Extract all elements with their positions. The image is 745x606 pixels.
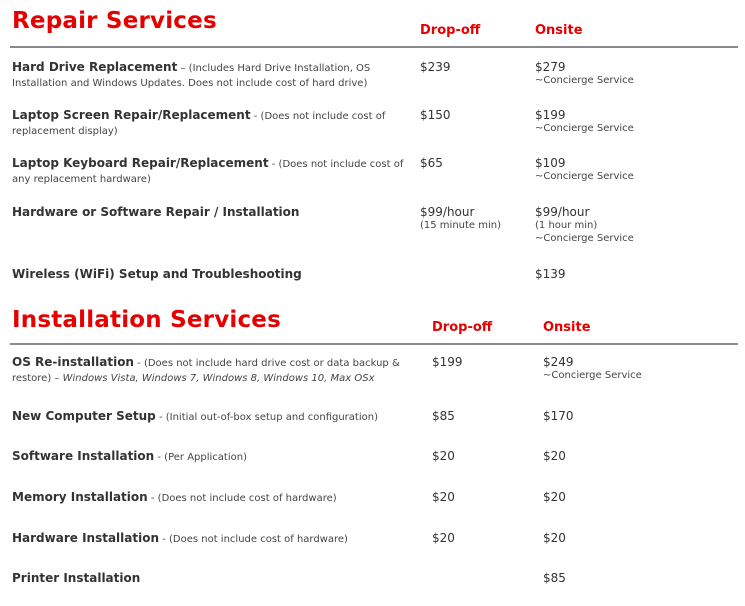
service-note: - (Does not include cost of replacement display) xyxy=(12,111,386,137)
onsite-price xyxy=(535,156,634,183)
dropoff-price: $20 xyxy=(432,490,455,504)
service-name: New Computer Setup xyxy=(12,409,156,423)
service-description xyxy=(12,267,412,282)
onsite-price-note: ~Concierge Service xyxy=(535,233,634,244)
dropoff-price: $20 xyxy=(432,449,455,463)
dropoff-price xyxy=(420,205,501,232)
service-name: Laptop Screen Repair/Replacement xyxy=(12,108,251,122)
repair-onsite-header: Onsite xyxy=(535,23,583,38)
service-description xyxy=(12,108,392,139)
service-name: Printer Installation xyxy=(12,571,141,585)
onsite-price: $85 xyxy=(543,571,566,585)
dropoff-price: $199 xyxy=(432,355,463,369)
onsite-price-note: ~Concierge Service xyxy=(543,370,642,381)
install-header-rule xyxy=(10,343,738,345)
onsite-price xyxy=(543,355,642,382)
service-description xyxy=(12,355,417,386)
repair-dropoff-header: Drop-off xyxy=(420,23,481,38)
service-name: Hardware or Software Repair / Installation xyxy=(12,205,300,219)
dropoff-price: $65 xyxy=(420,156,443,170)
service-note: - (Does not include hard drive cost or data backup & restore) xyxy=(12,358,400,384)
onsite-price-note: (1 hour min) xyxy=(535,220,598,231)
onsite-price-value: $99/hour xyxy=(535,205,590,219)
dropoff-price-value: $99/hour xyxy=(420,205,475,219)
onsite-price xyxy=(535,108,634,135)
service-description xyxy=(12,205,412,220)
service-description xyxy=(12,409,422,425)
service-description xyxy=(12,490,422,506)
service-name: Memory Installation xyxy=(12,490,148,504)
onsite-price: $20 xyxy=(543,531,566,545)
service-name: Laptop Keyboard Repair/Replacement xyxy=(12,156,269,170)
service-description xyxy=(12,531,422,547)
repair-header-rule xyxy=(10,46,738,48)
service-note: - (Does not include cost of hardware) xyxy=(147,493,337,504)
dropoff-price: $85 xyxy=(432,409,455,423)
dropoff-price: $20 xyxy=(432,531,455,545)
service-name: Hardware Installation xyxy=(12,531,160,545)
service-note: - (Initial out-of-box setup and configuration) xyxy=(155,412,378,423)
onsite-price-value: $109 xyxy=(535,156,566,170)
service-note: – (Includes Hard Drive Installation, OS Installation and Windows Updates. Does not include cost of hard drive) xyxy=(12,63,371,89)
onsite-price: $139 xyxy=(535,267,566,281)
onsite-price: $20 xyxy=(543,449,566,463)
service-note: - (Does not include cost of hardware) xyxy=(159,534,348,545)
repair-services-title: Repair Services xyxy=(12,8,217,34)
service-name: Wireless (WiFi) Setup and Troubleshooting xyxy=(12,267,302,281)
onsite-price-value: $249 xyxy=(543,355,574,369)
service-note: - (Does not include cost of any replacement hardware) xyxy=(12,159,404,185)
service-description xyxy=(12,60,392,91)
onsite-price xyxy=(535,205,634,245)
install-onsite-header: Onsite xyxy=(543,320,591,335)
onsite-price-note: ~Concierge Service xyxy=(535,123,634,134)
onsite-price-note: ~Concierge Service xyxy=(535,171,634,182)
service-note: - (Per Application) xyxy=(154,452,247,463)
service-description xyxy=(12,156,407,187)
dropoff-price-note: (15 minute min) xyxy=(420,220,502,231)
service-name: Hard Drive Replacement xyxy=(12,60,178,74)
onsite-price: $20 xyxy=(543,490,566,504)
onsite-price-value: $199 xyxy=(535,108,566,122)
service-note-os-list: – Windows Vista, Windows 7, Windows 8, Windows 10, Max OSx xyxy=(51,373,375,384)
dropoff-price: $239 xyxy=(420,60,451,74)
service-name: OS Re-installation xyxy=(12,355,134,369)
service-name: Software Installation xyxy=(12,449,155,463)
service-description xyxy=(12,449,422,465)
onsite-price-note: ~Concierge Service xyxy=(535,75,634,86)
onsite-price-value: $279 xyxy=(535,60,566,74)
onsite-price xyxy=(535,60,634,87)
dropoff-price: $150 xyxy=(420,108,451,122)
service-description xyxy=(12,571,422,586)
onsite-price: $170 xyxy=(543,409,574,423)
install-dropoff-header: Drop-off xyxy=(432,320,493,335)
installation-services-title: Installation Services xyxy=(12,307,281,333)
